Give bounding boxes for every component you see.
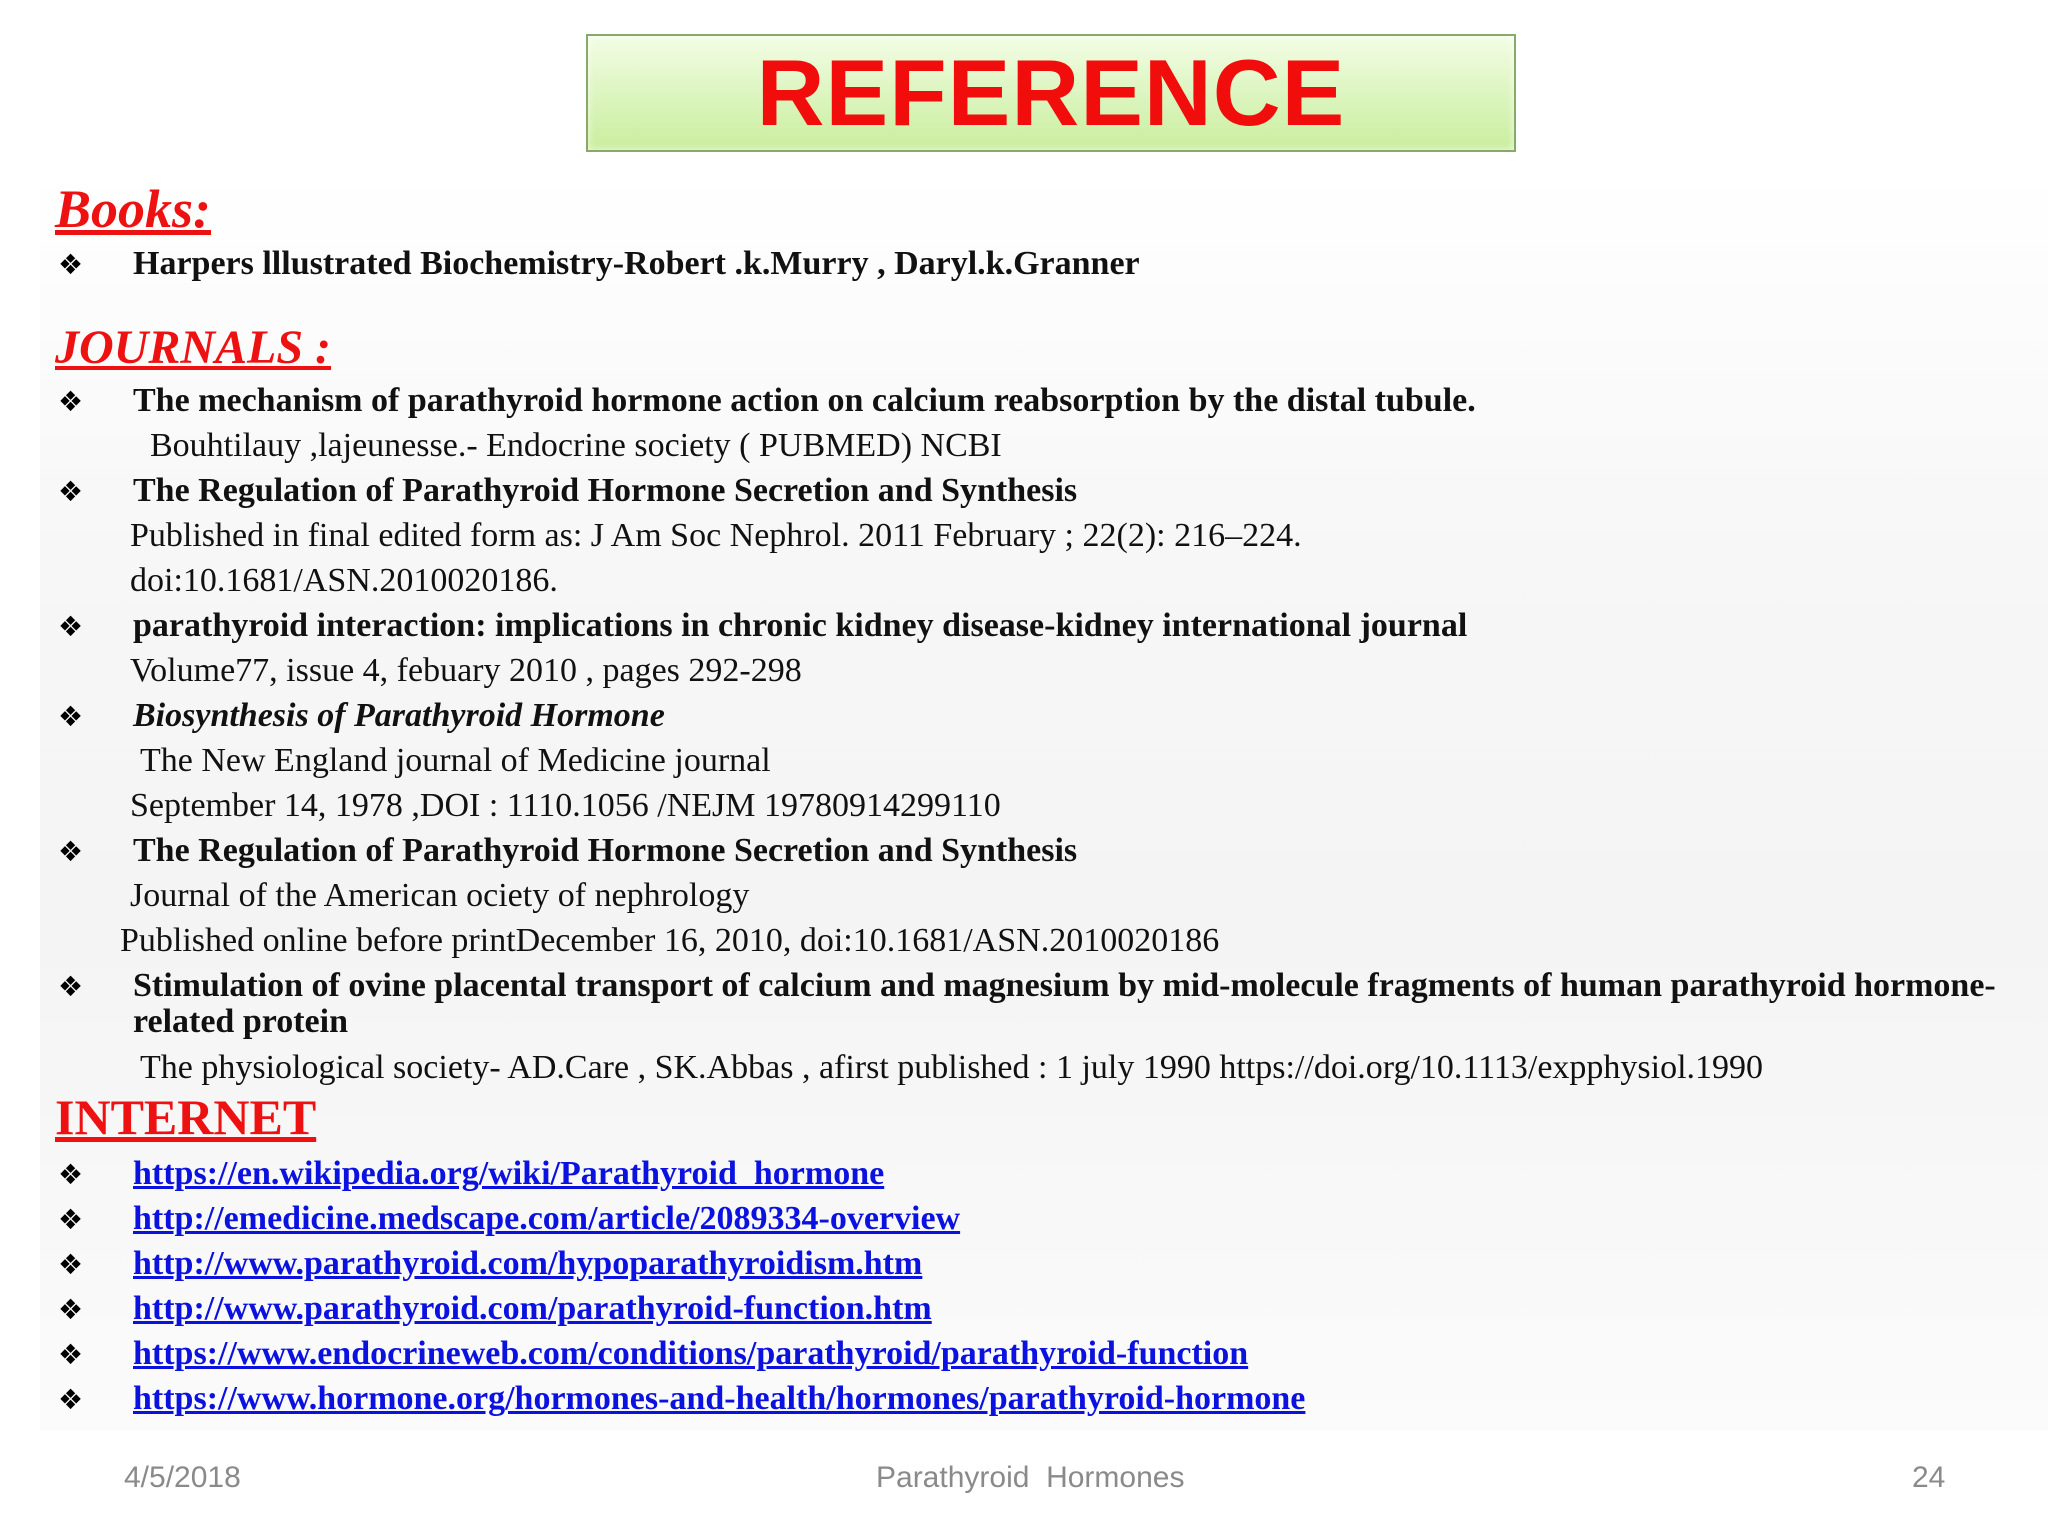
bullet-icon: ❖ <box>58 385 84 418</box>
journal-title: Biosynthesis of Parathyroid Hormone <box>133 697 665 734</box>
bullet-icon: ❖ <box>58 1383 84 1416</box>
footer-page-number: 24 <box>1912 1461 1946 1494</box>
slide-title: REFERENCE <box>756 40 1346 145</box>
journal-title: The Regulation of Parathyroid Hormone Secretion and Synthesis <box>133 472 1078 509</box>
bullet-icon: ❖ <box>58 970 84 1003</box>
journal-detail: The physiological society- AD.Care , SK.Abbas , afirst published : 1 july 1990 https://doi.org/10.1113/expphysiol.1990 <box>140 1049 1764 1086</box>
bullet-icon: ❖ <box>58 835 84 868</box>
bullet-icon: ❖ <box>58 1158 84 1191</box>
journal-title: The mechanism of parathyroid hormone action on calcium reabsorption by the distal tubule. <box>133 382 1476 419</box>
journal-detail: Published in final edited form as: J Am Soc Nephrol. 2011 February ; 22(2): 216–224. <box>130 517 1302 554</box>
journal-detail: Published online before printDecember 16, 2010, doi:10.1681/ASN.2010020186 <box>120 922 1220 959</box>
journal-detail: Volume77, issue 4, febuary 2010 , pages 292-298 <box>130 652 802 689</box>
bullet-icon: ❖ <box>58 1293 84 1326</box>
journal-title: parathyroid interaction: implications in chronic kidney disease-kidney international journal <box>133 607 1468 644</box>
journal-detail: Journal of the American ociety of nephrology <box>130 877 750 914</box>
book-item: Harpers lllustrated Biochemistry-Robert .k.Murry , Daryl.k.Granner <box>133 245 1140 282</box>
journals-heading: JOURNALS : <box>55 321 332 374</box>
bullet-icon: ❖ <box>58 475 84 508</box>
link-wikipedia[interactable]: https://en.wikipedia.org/wiki/Parathyroid_hormone <box>133 1155 885 1192</box>
journal-title: The Regulation of Parathyroid Hormone Secretion and Synthesis <box>133 832 1078 869</box>
journal-detail: Bouhtilauy ,lajeunesse.- Endocrine society ( PUBMED) NCBI <box>150 427 1002 464</box>
books-heading: Books: <box>55 179 212 239</box>
internet-heading: INTERNET <box>55 1089 317 1145</box>
link-medscape[interactable]: http://emedicine.medscape.com/article/2089334-overview <box>133 1200 961 1237</box>
link-parathyroid-hypo[interactable]: http://www.parathyroid.com/hypoparathyroidism.htm <box>133 1245 923 1282</box>
bullet-icon: ❖ <box>58 700 84 733</box>
bullet-icon: ❖ <box>58 1248 84 1281</box>
link-hormone-org[interactable]: https://www.hormone.org/hormones-and-health/hormones/parathyroid-hormone <box>133 1380 1306 1417</box>
journal-title: Stimulation of ovine placental transport of calcium and magnesium by mid-molecule fragments of human parathyroid hormone-related protein <box>133 967 1996 1040</box>
bullet-icon: ❖ <box>58 1203 84 1236</box>
title-banner <box>586 34 1516 152</box>
link-parathyroid-function[interactable]: http://www.parathyroid.com/parathyroid-function.htm <box>133 1290 932 1327</box>
journal-detail: doi:10.1681/ASN.2010020186. <box>130 562 558 599</box>
link-endocrineweb[interactable]: https://www.endocrineweb.com/conditions/parathyroid/parathyroid-function <box>133 1335 1249 1372</box>
footer-title: Parathyroid Hormones <box>876 1461 1185 1494</box>
bullet-icon: ❖ <box>58 248 84 281</box>
journal-detail: September 14, 1978 ,DOI : 1110.1056 /NEJM 19780914299110 <box>130 787 1001 824</box>
bullet-icon: ❖ <box>58 1338 84 1371</box>
footer-date: 4/5/2018 <box>124 1461 241 1494</box>
journal-detail: The New England journal of Medicine journal <box>140 742 771 779</box>
bullet-icon: ❖ <box>58 610 84 643</box>
